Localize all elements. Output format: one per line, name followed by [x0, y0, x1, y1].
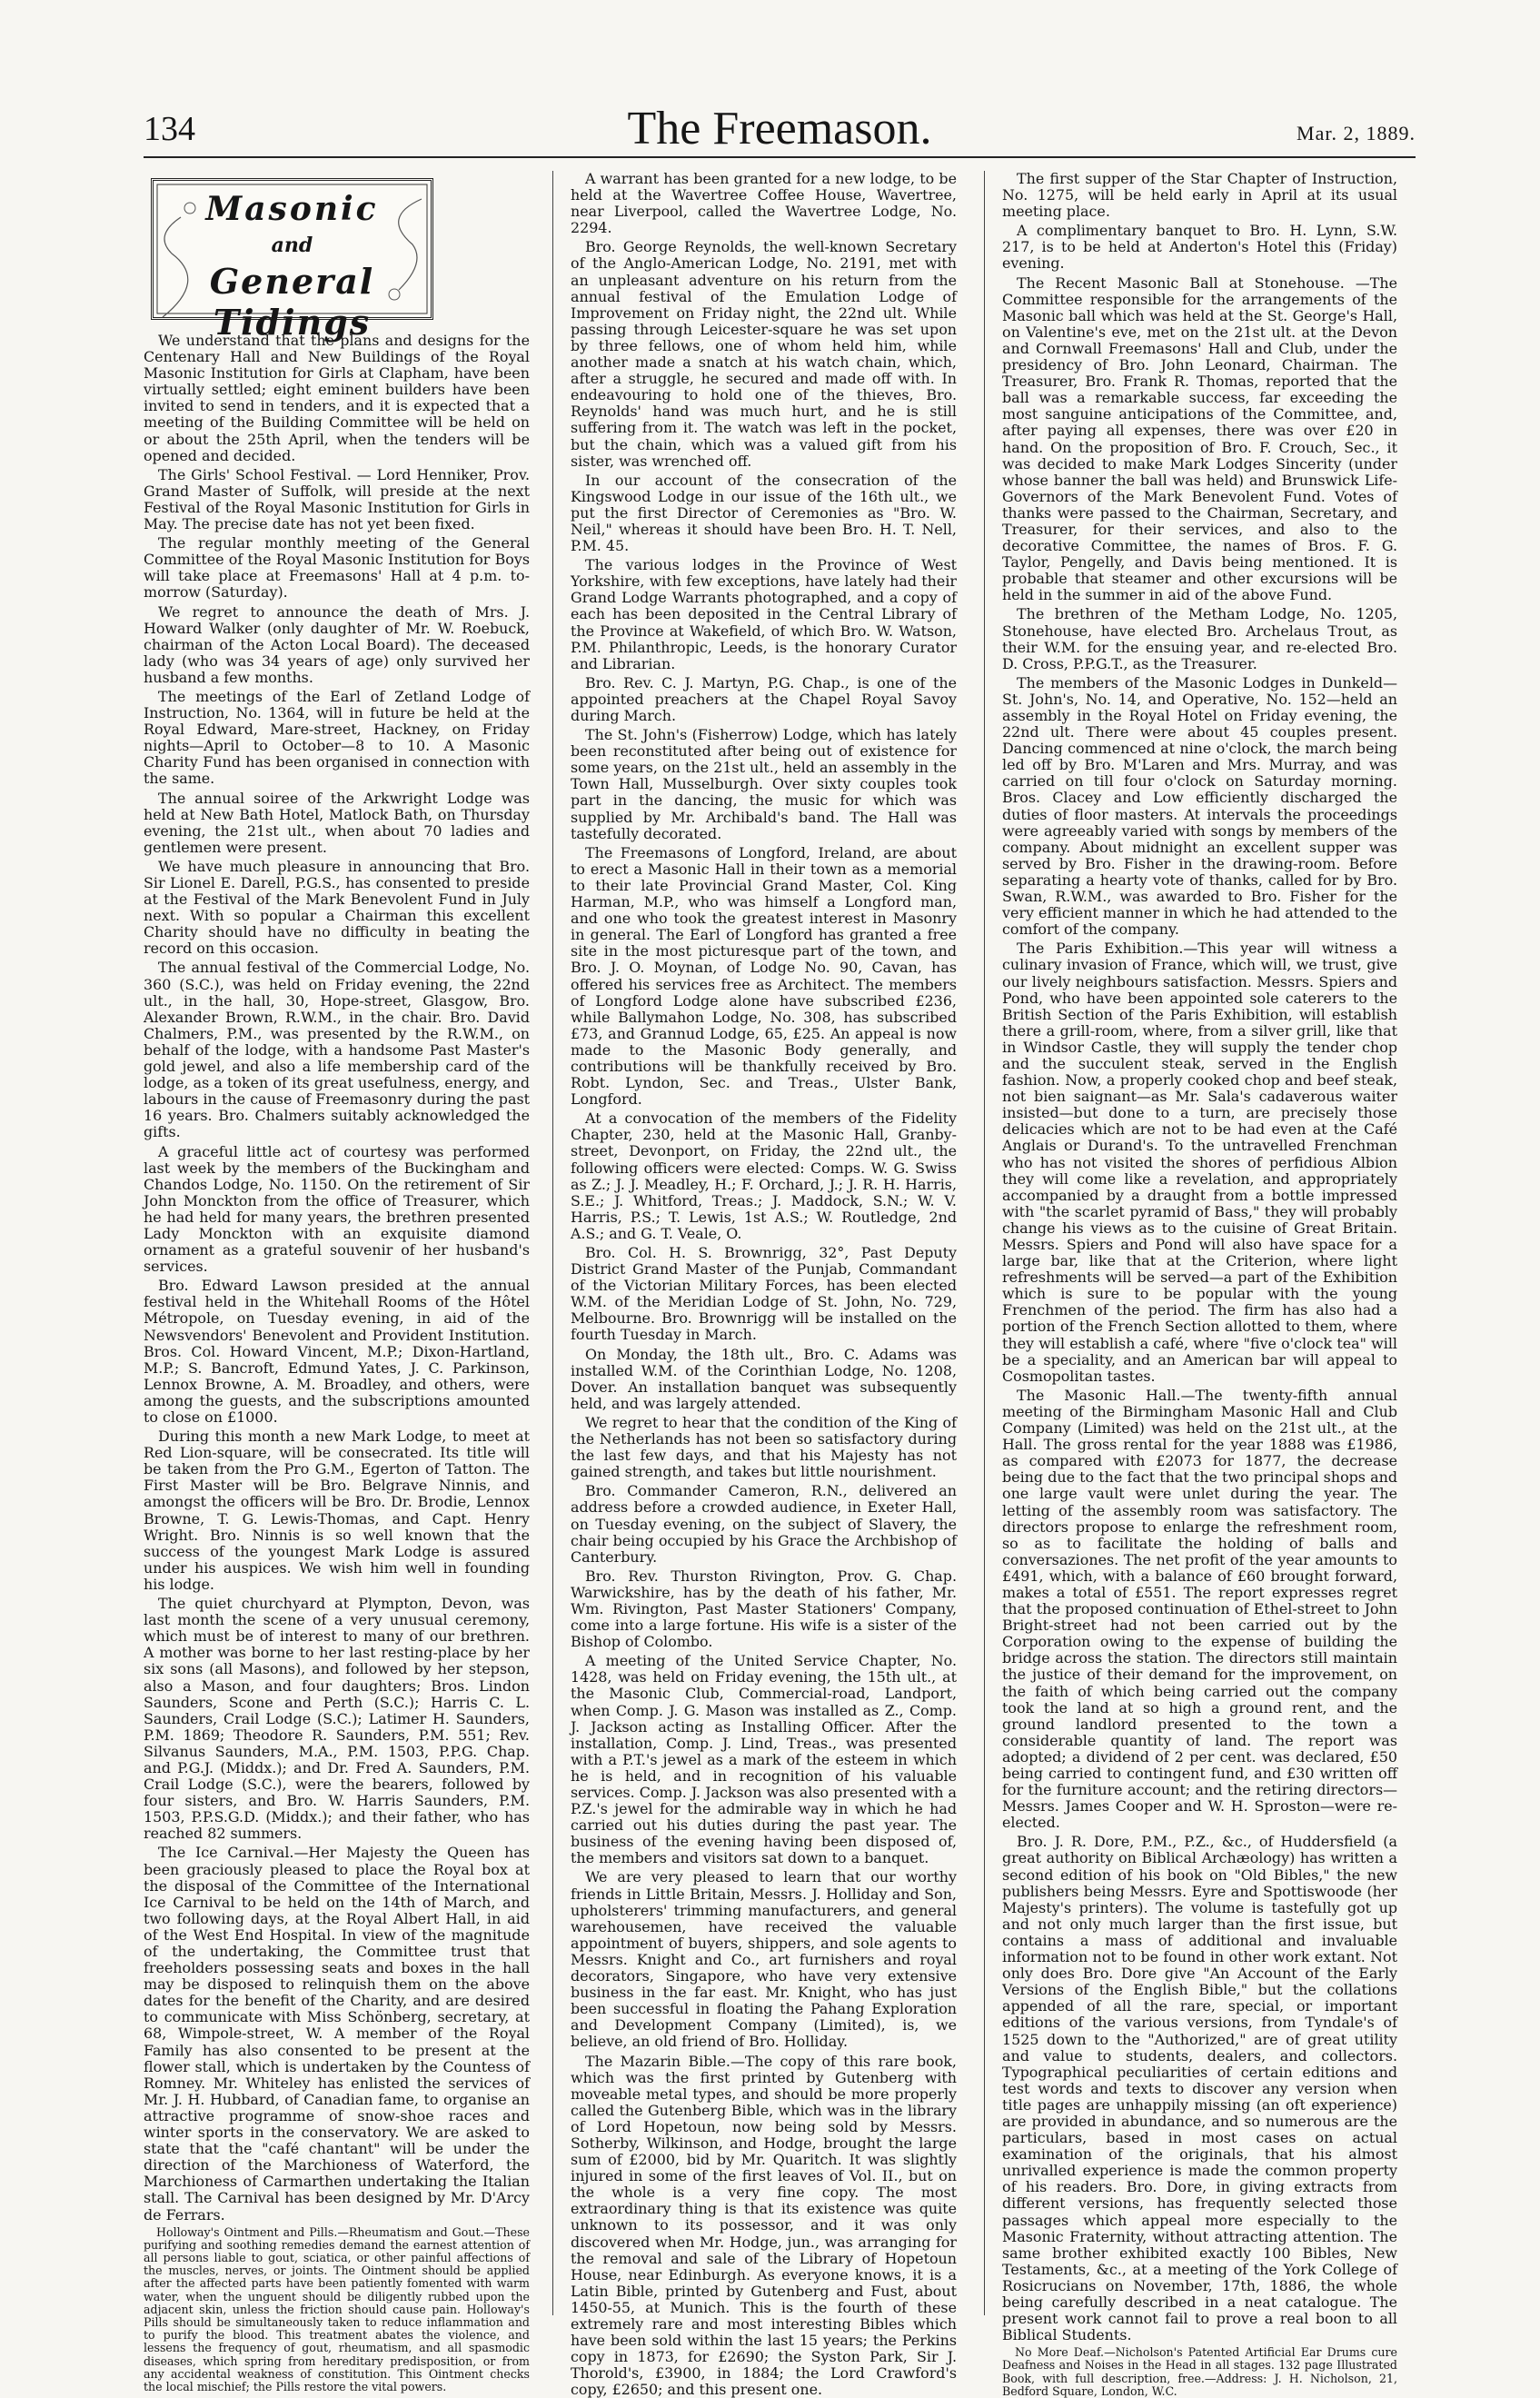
column-2: [571, 171, 957, 2306]
column-1: [144, 171, 530, 2306]
paragraph: During this month a new Mark Lodge, to meet at Red Lion-square, will be consecrated. Its title will be taken from the Pro G.M., Egerton of Tatton. The First Master will be Bro. Belgrave Ninnis, and amongst the officers will be Bro. Dr. Brodie, Lennox Browne, T. G. Lewis-Thomas, and Capt. Henry Wright. Bro. Ninnis is so well known that the success of the youngest Mark Lodge is assured under his auspices. We wish him well in founding his lodge.: [144, 1428, 530, 1593]
paragraph: Bro. Col. H. S. Brownrigg, 32°, Past Deputy District Grand Master of the Punjab, Commandant of the Victorian Military Forces, has been elected W.M. of the Meridian Lodge of St. John, No. 729, Melbourne. Bro. Brownrigg will be installed on the fourth Tuesday in March.: [571, 1245, 957, 1344]
paragraph: The regular monthly meeting of the General Committee of the Royal Masonic Institution for Boys will take place at Freemasons' Hall at 4 p.m. to-morrow (Saturday).: [144, 535, 530, 601]
section-banner: [151, 178, 433, 320]
paragraph: A complimentary banquet to Bro. H. Lynn, S.W. 217, is to be held at Anderton's Hotel this (Friday) evening.: [1002, 223, 1397, 272]
newspaper-title: The Freemason.: [144, 102, 1416, 155]
paragraph: Bro. Edward Lawson presided at the annual festival held in the Whitehall Rooms of the Hôtel Métropole, on Tuesday evening, in aid of the Newsvendors' Benevolent and Provident Institution. Bros. Col. Howard Vincent, M.P.; Dixon-Hartland, M.P.; S. Bancroft, Edmund Yates, J. C. Parkinson, Lennox Browne, A. M. Broadley, and others, were among the guests, and the subscriptions amounted to close on £1000.: [144, 1278, 530, 1426]
paragraph: Bro. Commander Cameron, R.N., delivered an address before a crowded audience, in Exeter Hall, on Tuesday evening, on the subject of Slavery, the chair being occupied by his Grace the Archbishop of Canterbury.: [571, 1483, 957, 1565]
column-3: [1002, 171, 1397, 2306]
paragraph: The Ice Carnival.—Her Majesty the Queen has been graciously pleased to place the Royal box at the disposal of the Committee of the International Ice Carnival to be held on the 14th of March, and two following days, at the Royal Albert Hall, in aid of the West End Hospital. In view of the magnitude of the undertaking, the Committee trust that freeholders possessing seats and boxes in the hall may be disposed to relinquish them on the above dates for the benefit of the Charity, and are desired to communicate with Miss Schönberg, secretary, at 68, Wimpole-street, W. A member of the Royal Family has also consented to be present at the flower stall, which is undertaken by the Countess of Romney. Mr. Whiteley has enlisted the services of Mr. J. H. Hubbard, of Canadian fame, to organise an attractive programme of snow-shoe races and winter sports in the conservatory. We are asked to state that the "café chantant" will be under the direction of the Marchioness of Waterford, the Marchioness of Carmarthen undertaking the Italian stall. The Carnival has been designed by Mr. D'Arcy de Ferrars.: [144, 1845, 530, 2223]
paragraph: The Freemasons of Longford, Ireland, are about to erect a Masonic Hall in their town as a memorial to their late Provincial Grand Master, Col. King Harman, M.P., who was himself a Longford man, and one who took the greatest interest in Masonry in general. The Earl of Longford has granted a free site in the most picturesque part of the town, and Bro. J. O. Moynan, of Lodge No. 90, Cavan, has offered his services free as Architect. The members of Longford Lodge alone have subscribed £236, while Ballymahon Lodge, No. 308, has subscribed £73, and Grannud Lodge, 65, £25. An appeal is now made to the Masonic Body generally, and contributions will be thankfully received by Bro. Robt. Lyndon, Sec. and Treas., Ulster Bank, Longford.: [571, 845, 957, 1109]
page-number: 134: [144, 109, 195, 149]
paragraph: We understand that the plans and designs for the Centenary Hall and New Buildings of the Royal Masonic Institution for Girls at Clapham, have been virtually settled; eight eminent builders have been invited to send in tenders, and it is expected that a meeting of the Building Committee will be held on or about the 25th April, when the tenders will be opened and decided.: [144, 333, 530, 464]
column-rule: [552, 171, 553, 2315]
paragraph: The first supper of the Star Chapter of Instruction, No. 1275, will be held early in April at its usual meeting place.: [1002, 171, 1397, 220]
paragraph: The annual festival of the Commercial Lodge, No. 360 (S.C.), was held on Friday evening, the 22nd ult., in the hall, 30, Hope-street, Glasgow, Bro. Alexander Brown, R.W.M., in the chair. Bro. David Chalmers, P.M., was presented by the R.W.M., on behalf of the lodge, with a handsome Past Master's gold jewel, and also a life membership card of the lodge, as a token of its great usefulness, energy, and labours in the cause of Freemasonry during the past 16 years. Bro. Chalmers suitably acknowledged the gifts.: [144, 960, 530, 1140]
paragraph: The quiet churchyard at Plympton, Devon, was last month the scene of a very unusual ceremony, which must be of interest to many of our brethren. A mother was borne to her last resting-place by her six sons (all Masons), and followed by her stepson, also a Mason, and four daughters; Bros. Lindon Saunders, Scone and Perth (S.C.); Harris C. L. Saunders, Crail Lodge (S.C.); Latimer H. Saunders, P.M. 1869; Theodore R. Saunders, P.M. 551; Rev. Silvanus Saunders, M.A., P.M. 1503, P.P.G. Chap. and P.G.J. (Middx.); and Dr. Fred A. Saunders, P.M. Crail Lodge (S.C.), were the bearers, followed by four sisters, and Bro. W. Harris Saunders, P.M. 1503, P.P.S.G.D. (Middx.); and their father, who has reached 82 summers.: [144, 1596, 530, 1842]
paragraph: We regret to hear that the condition of the King of the Netherlands has not been so satisfactory during the last few days, and that his Majesty has not gained strength, and takes but little nourishment.: [571, 1415, 957, 1480]
paragraph: At a convocation of the members of the Fidelity Chapter, 230, held at the Masonic Hall, Granby-street, Devonport, on Friday, the 22nd ult., the following officers were elected: Comps. W. G. Swiss as Z.; J. J. Meadley, H.; F. Orchard, J.; J. R. H. Harris, S.E.; J. Whitford, Treas.; J. Maddock, S.N.; W. V. Harris, P.S.; T. Lewis, 1st A.S.; W. Routledge, 2nd A.S.; and G. T. Veale, O.: [571, 1110, 957, 1242]
paragraph: Bro. J. R. Dore, P.M., P.Z., &c., of Huddersfield (a great authority on Biblical Archæology) has written a second edition of his book on "Old Bibles," the new publishers being Messrs. Eyre and Spottiswoode (her Majesty's printers). The volume is tastefully got up and not only much larger than the first issue, but contains a mass of additional and invaluable information not to be found in other work extant. Not only does Bro. Dore give "An Account of the Early Versions of the English Bible," but the collations appended of all the rare, special, or important editions of the various versions, from Tyndale's of 1525 down to the "Authorized," are of great utility and value to students, dealers, and collectors. Typographical peculiarities of certain editions and test words and texts to discover any version when title pages are unhappily missing (an oft experience) are provided in abundance, and so numerous are the particulars, based in most cases on actual examination of the originals, that his almost unrivalled experience is made the common property of his readers. Bro. Dore, in giving extracts from different versions, has frequently selected those passages which appeal more especially to the Masonic Fraternity, without attracting attention. The same brother exhibited exactly 100 Bibles, New Testaments, &c., at a meeting of the York College of Rosicrucians on November, 17th, 1886, the whole being carefully described in a neat catalogue. The present work cannot fail to prove a real boon to all Biblical Students.: [1002, 1834, 1397, 2343]
paragraph: In our account of the consecration of the Kingswood Lodge in our issue of the 16th ult., we put the first Director of Ceremonies as "Bro. W. Neil," whereas it should have been Bro. H. T. Nell, P.M. 45.: [571, 473, 957, 554]
paragraph: A meeting of the United Service Chapter, No. 1428, was held on Friday evening, the 15th ult., at the Masonic Club, Commercial-road, Landport, when Comp. J. G. Mason was installed as Z., Comp. J. Jackson acting as Installing Officer. After the installation, Comp. J. Lind, Treas., was presented with a P.T.'s jewel as a mark of the esteem in which he is held, and in recognition of his valuable services. Comp. J. Jackson was also presented with a P.Z.'s jewel for the admirable way in which he had carried out his duties during the past year. The business of the evening having been disposed of, the members and visitors sat down to a banquet.: [571, 1653, 957, 1866]
column-rule: [984, 171, 985, 2315]
paragraph: The Girls' School Festival. — Lord Henniker, Prov. Grand Master of Suffolk, will preside at the next Festival of the Royal Masonic Institution for Girls in May. The precise date has not yet been fixed.: [144, 467, 530, 532]
paragraph: Bro. Rev. C. J. Martyn, P.G. Chap., is one of the appointed preachers at the Chapel Royal Savoy during March.: [571, 675, 957, 724]
issue-date: Mar. 2, 1889.: [1297, 122, 1416, 145]
masthead: [144, 102, 1416, 158]
paragraph: The meetings of the Earl of Zetland Lodge of Instruction, No. 1364, will in future be held at the Royal Edward, Mare-street, Hackney, on Friday nights—April to October—8 to 10. A Masonic Charity Fund has been organised in connection with the same.: [144, 689, 530, 788]
paragraph: The annual soiree of the Arkwright Lodge was held at New Bath Hotel, Matlock Bath, on Thursday evening, the 21st ult., when about 70 ladies and gentlemen were present.: [144, 791, 530, 856]
paragraph: The brethren of the Metham Lodge, No. 1205, Stonehouse, have elected Bro. Archelaus Trout, as their W.M. for the ensuing year, and re-elected Bro. D. Cross, P.P.G.T., as the Treasurer.: [1002, 606, 1397, 672]
advertisement: Holloway's Ointment and Pills.—Rheumatism and Gout.—These purifying and soothing remedies demand the earnest attention of all persons liable to gout, sciatica, or other painful affections of the muscles, nerves, or joints. The Ointment should be applied after the affected parts have been patiently fomented with warm water, when the unguent should be diligently rubbed upon the adjacent skin, unless the friction should cause pain. Holloway's Pills should be simultaneously taken to reduce inflammation and to purify the blood. This treatment abates the violence, and lessens the frequency of gout, rheumatism, and all spasmodic diseases, which spring from hereditary predisposition, or from any accidental weakness of constitution. This Ointment checks the local mischief; the Pills restore the vital powers.: [144, 2226, 530, 2394]
banner-line-3: General Tidings: [154, 261, 431, 343]
paragraph: We have much pleasure in announcing that Bro. Sir Lionel E. Darell, P.G.S., has consented to preside at the Festival of the Mark Benevolent Fund in July next. With so popular a Chairman this excellent Charity should have no difficulty in beating the record on this occasion.: [144, 859, 530, 958]
paragraph: We are very pleased to learn that our worthy friends in Little Britain, Messrs. J. Holliday and Son, upholsterers' trimming manufacturers, and general warehousemen, have received the valuable appointment of buyers, shippers, and sole agents to Messrs. Knight and Co., art furnishers and royal decorators, Singapore, who have very extensive business in the far east. Mr. Knight, who has just been successful in floating the Pahang Exploration and Development Company (Limited), is, we believe, an old friend of Bro. Holliday.: [571, 1869, 957, 2050]
paragraph: The members of the Masonic Lodges in Dunkeld—St. John's, No. 14, and Operative, No. 152—held an assembly in the Royal Hotel on Friday evening, the 22nd ult. There were about 45 couples present. Dancing commenced at nine o'clock, the march being led off by Bro. M'Laren and Mrs. Murray, and was carried on till four o'clock on Saturday morning. Bros. Clacey and Low efficiently discharged the duties of floor masters. At intervals the proceedings were agreeably varied with songs by members of the company. About midnight an excellent supper was served by Bro. Fisher in the drawing-room. Before separating a hearty vote of thanks, called for by Bro. Swan, R.W.M., was awarded to Bro. Fisher for the very efficient manner in which he had attended to the comfort of the company.: [1002, 675, 1397, 939]
paragraph: The St. John's (Fisherrow) Lodge, which has lately been reconstituted after being out of existence for some years, on the 21st ult., held an assembly in the Town Hall, Musselburgh. Over sixty couples took part in the dancing, the music for which was supplied by Mr. Archibald's band. The Hall was tastefully decorated.: [571, 727, 957, 842]
advertisement: No More Deaf.—Nicholson's Patented Artificial Ear Drums cure Deafness and Noises in the Head in all stages. 132 page Illustrated Book, with full description, free.—Address: J. H. Nicholson, 21, Bedford Square, London, W.C.: [1002, 2346, 1397, 2398]
paragraph: Bro. George Reynolds, the well-known Secretary of the Anglo-American Lodge, No. 2191, met with an unpleasant adventure on his return from the annual festival of the Emulation Lodge of Improvement on Friday night, the 22nd ult. While passing through Leicester-square he was set upon by three fellows, one of whom held him, while another made a snatch at his watch chain, which, after a struggle, he secured and made off with. In endeavouring to hold one of the thieves, Bro. Reynolds' hand was much hurt, and he is still suffering from it. The watch was left in the pocket, but the chain, which was a valued gift from his sister, was wrenched off.: [571, 239, 957, 469]
paragraph: A graceful little act of courtesy was performed last week by the members of the Buckingham and Chandos Lodge, No. 1150. On the retirement of Sir John Monckton from the office of Treasurer, which he had held for many years, the brethren presented Lady Monckton with an exquisite diamond ornament as a grateful souvenir of her husband's services.: [144, 1144, 530, 1276]
paragraph: The Mazarin Bible.—The copy of this rare book, which was the first printed by Gutenberg with moveable metal types, and should be more properly called the Gutenberg Bible, which was in the library of Lord Hopetoun, now being sold by Messrs. Sotherby, Wilkinson, and Hodge, brought the large sum of £2000, bid by Mr. Quaritch. It was slightly injured in some of the first leaves of Vol. II., but on the whole is a very fine copy. The most extraordinary thing is that its existence was quite unknown to its possessor, and it was only discovered when Mr. Hodge, jun., was arranging for the removal and sale of the Library of Hopetoun House, near Edinburgh. As everyone knows, it is a Latin Bible, printed by Gutenberg and Fust, about 1450-55, at Munich. This is the fourth of these extremely rare and most interesting Bibles which have been sold within the last 15 years; the Perkins copy in 1873, for £2690; the Syston Park, Sir J. Thorold's, £3900, in 1884; the Lord Crawford's copy, £2650; and this present one.: [571, 2054, 957, 2398]
paragraph: The Masonic Hall.—The twenty-fifth annual meeting of the Birmingham Masonic Hall and Club Company (Limited) was held on the 21st ult., at the Hall. The gross rental for the year 1888 was £1986, as compared with £2073 for 1877, the decrease being due to the fact that the two principal shops and one large vault were unlet during the year. The letting of the assembly room was satisfactory. The directors propose to enlarge the refreshment room, so as to facilitate the holding of balls and conversaziones. The net profit of the year amounts to £491, which, with a balance of £60 brought forward, makes a total of £551. The report expresses regret that the proposed continuation of Ethel-street to John Bright-street had not been carried out by the Corporation owing to the expense of building the bridge across the station. The directors still maintain the justice of their demand for the improvement, on the faith of which being carried out the company took the land at so high a ground rent, and the ground landlord presented to the town a considerable quantity of land. The report was adopted; a dividend of 2 per cent. was declared, £50 being carried to contingent fund, and £30 written off for the furniture account; and the retiring directors—Messrs. James Cooper and W. H. Sproston—were re-elected.: [1002, 1388, 1397, 1832]
banner-line-1: Masonic: [154, 190, 431, 228]
paragraph: The Paris Exhibition.—This year will witness a culinary invasion of France, which will, we trust, give our lively neighbours satisfaction. Messrs. Spiers and Pond, who have been appointed sole caterers to the British Section of the Paris Exhibition, will establish there a grill-room, where, from a silver grill, like that in Windsor Castle, they will supply the tender chop and the succulent steak, served in the English fashion. Now, a properly cooked chop and beef steak, not bien saignant—as Mr. Sala's cadaverous waiter insisted—but done to a turn, are precisely those delicacies which are not to be had even at the Café Anglais or Durand's. To the untravelled Frenchman who has not visited the shores of perfidious Albion they will come like a revelation, and appropriately accompanied by a draught from a bottle impressed with "the scarlet pyramid of Bass," they will probably change his views as to the cuisine of Great Britain. Messrs. Spiers and Pond will also have space for a large bar, like that at the Criterion, where light refreshments will be served—a part of the Exhibition which is sure to be popular with the young Frenchmen of the period. The firm has also had a portion of the French Section allotted to them, where they will establish a café, where "five o'clock tea" will be a speciality, and an American bar will appeal to Cosmopolitan tastes.: [1002, 940, 1397, 1385]
paragraph: The Recent Masonic Ball at Stonehouse. —The Committee responsible for the arrangements of the Masonic ball which was held at the St. George's Hall, on Valentine's eve, met on the 21st ult. at the Devon and Cornwall Freemasons' Hall and Club, under the presidency of Bro. John Leonard, Chairman. The Treasurer, Bro. Frank R. Thomas, reported that the ball was a remarkable success, far exceeding the most sanguine anticipations of the Committee, and, after paying all expenses, there was over £20 in hand. On the proposition of Bro. F. Crouch, Sec., it was decided to make Mark Lodges Sincerity (under whose banner the ball was held) and Brunswick Life-Governors of the Mark Benevolent Fund. Votes of thanks were passed to the Chairman, Secretary, and Treasurer, for their services, and also to the decorative Committee, the names of Bros. F. G. Taylor, Pengelly, and Davis being mentioned. It is probable that steamer and other excursions will be held in the summer in aid of the above Fund.: [1002, 275, 1397, 604]
paragraph: We regret to announce the death of Mrs. J. Howard Walker (only daughter of Mr. W. Roebuck, chairman of the Acton Local Board). The deceased lady (who was 34 years of age) only survived her husband a few months.: [144, 604, 530, 686]
banner-line-2: and: [154, 234, 431, 257]
paragraph: On Monday, the 18th ult., Bro. C. Adams was installed W.M. of the Corinthian Lodge, No. 1208, Dover. An installation banquet was subsequently held, and was largely attended.: [571, 1347, 957, 1412]
paragraph: A warrant has been granted for a new lodge, to be held at the Wavertree Coffee House, Wavertree, near Liverpool, called the Wavertree Lodge, No. 2294.: [571, 171, 957, 236]
paragraph: Bro. Rev. Thurston Rivington, Prov. G. Chap. Warwickshire, has by the death of his father, Mr. Wm. Rivington, Past Master Stationers' Company, come into a large fortune. His wife is a sister of the Bishop of Colombo.: [571, 1568, 957, 1650]
paragraph: The various lodges in the Province of West Yorkshire, with few exceptions, have lately had their Grand Lodge Warrants photographed, and a copy of each has been deposited in the Central Library of the Province at Wakefield, of which Bro. W. Watson, P.M. Philanthropic, Leeds, is the honorary Curator and Librarian.: [571, 557, 957, 672]
